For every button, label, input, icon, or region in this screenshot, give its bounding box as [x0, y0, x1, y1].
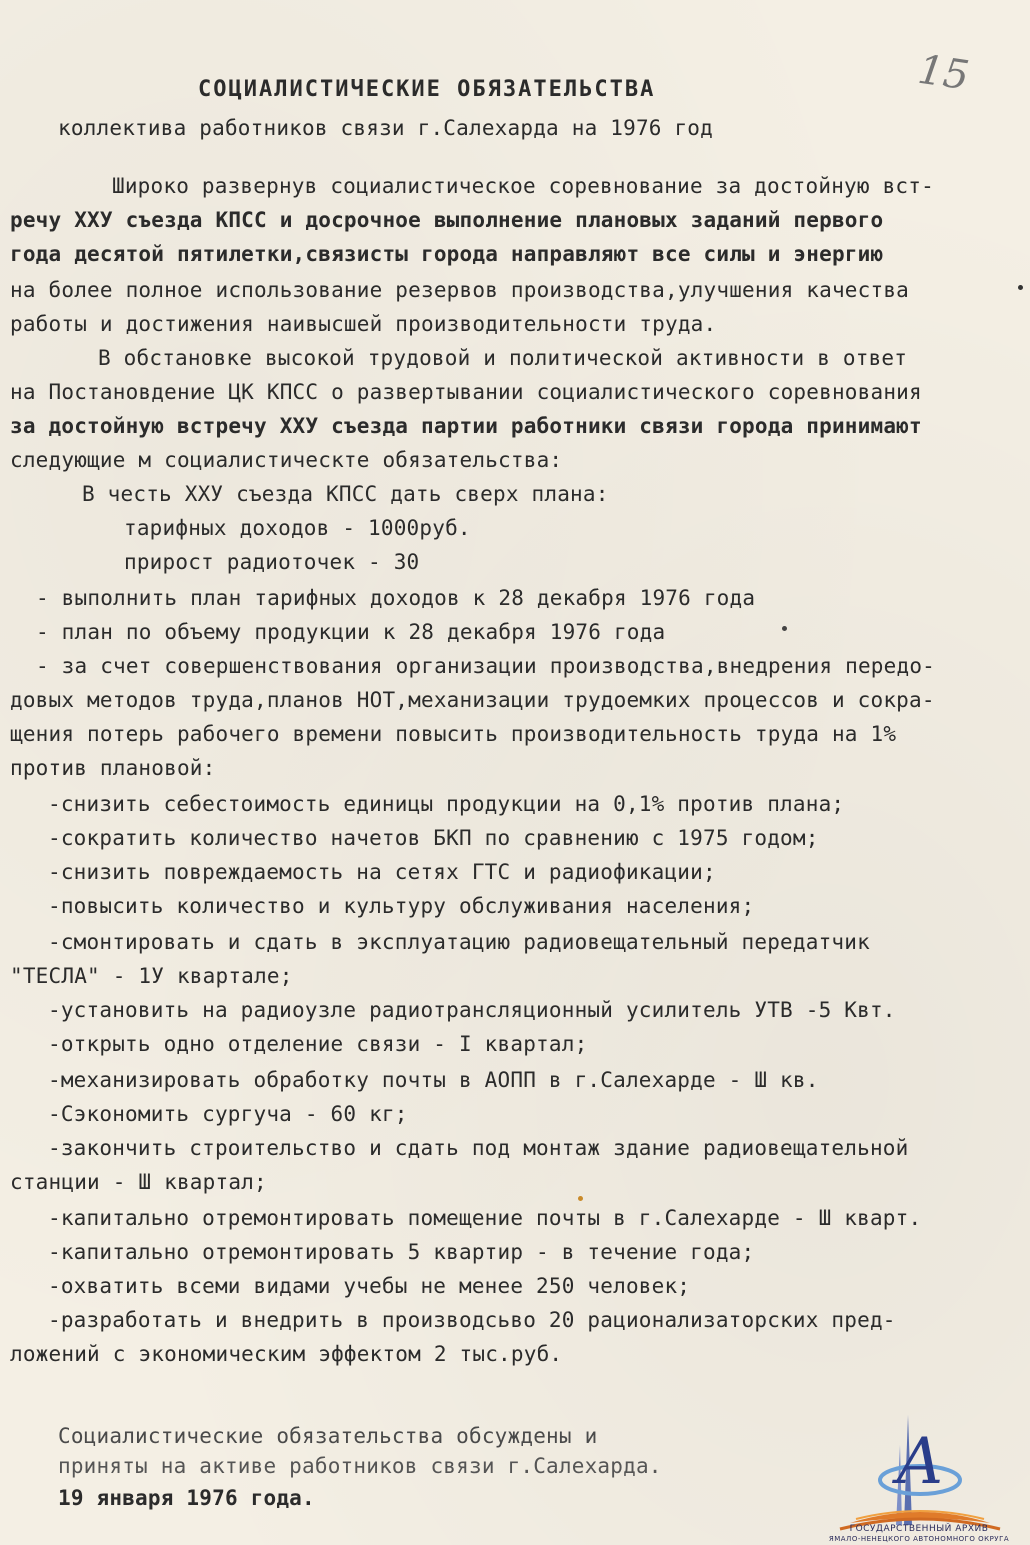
- paragraph-line: речу ХХУ съезда КПСС и досрочное выполнение плановых заданий первого: [10, 208, 884, 232]
- list-item: -повысить количество и культуру обслуживания населения;: [48, 894, 755, 918]
- list-item: -сократить количество начетов БКП по сравнению с 1975 годом;: [48, 826, 819, 850]
- document-subtitle: коллектива работников связи г.Салехарда на 1976 год: [58, 116, 713, 140]
- paragraph-line: года десятой пятилетки,связисты города направляют все силы и энергию: [10, 242, 884, 266]
- paragraph-line: "ТЕСЛА" - 1У квартале;: [10, 964, 293, 988]
- paper-speck: [578, 1196, 583, 1201]
- list-item: - выполнить план тарифных доходов к 28 декабря 1976 года: [36, 586, 756, 610]
- paragraph-line: Широко развернув социалистическое соревнование за достойную вст-: [112, 174, 934, 198]
- list-item: -охватить всеми видами учебы не менее 250 человек;: [48, 1274, 691, 1298]
- document-title: СОЦИАЛИСТИЧЕСКИЕ ОБЯЗАТЕЛЬСТВА: [198, 77, 656, 102]
- paragraph-line: станции - Ш квартал;: [10, 1170, 267, 1194]
- list-item: - план по объему продукции к 28 декабря 1976 года: [36, 620, 666, 644]
- paragraph-line: следующие м социалистическте обязательства:: [10, 448, 563, 472]
- paragraph-line: на более полное использование резервов производства,улучшения качества: [10, 278, 910, 302]
- paragraph-line: В честь ХХУ съезда КПСС дать сверх плана:: [82, 482, 609, 506]
- list-item: -капитально отремонтировать 5 квартир - в течение года;: [48, 1240, 755, 1264]
- paragraph-line: щения потерь рабочего времени повысить производительность труда на 1%: [10, 722, 897, 746]
- paragraph-line: за достойную встречу ХХУ съезда партии работники связи города принимают: [10, 414, 922, 438]
- list-item: -смонтировать и сдать в эксплуатацию радиовещательный передатчик: [48, 930, 870, 954]
- list-item: -закончить строительство и сдать под монтаж здание радиовещательной: [48, 1136, 909, 1160]
- list-item: -установить на радиоузле радиотрансляционный усилитель УТВ -5 Квт.: [48, 998, 896, 1022]
- paragraph-line: против плановой:: [10, 756, 216, 780]
- logo-letter: А: [895, 1425, 945, 1499]
- page-number: 15: [915, 46, 972, 100]
- archive-caption-line: ГОСУДАРСТВЕННЫЙ АРХИВ: [849, 1524, 989, 1534]
- paragraph-line: прирост радиоточек - 30: [124, 550, 420, 574]
- list-item: -разработать и внедрить в производсьво 20 рационализаторских пред-: [48, 1308, 896, 1332]
- list-item: -снизить себестоимость единицы продукции на 0,1% против плана;: [48, 792, 845, 816]
- paper-speck: [1018, 285, 1023, 290]
- paper-speck: [782, 626, 787, 631]
- list-item: -снизить повреждаемость на сетях ГТС и радиофикации;: [48, 860, 716, 884]
- footer-line: Социалистические обязательства обсуждены и: [58, 1424, 598, 1448]
- paragraph-line: ложений с экономическим эффектом 2 тыс.руб.: [10, 1342, 563, 1366]
- paragraph-line: работы и достижения наивысшей производительности труда.: [10, 312, 717, 336]
- archive-caption-line: ЯМАЛО-НЕНЕЦКОГО АВТОНОМНОГО ОКРУГА: [828, 1535, 1010, 1543]
- list-item: -механизировать обработку почты в АОПП в г.Салехарде - Ш кв.: [48, 1068, 819, 1092]
- list-item: - за счет совершенствования организации производства,внедрения передо-: [36, 654, 936, 678]
- paragraph-line: В обстановке высокой трудовой и политической активности в ответ: [98, 346, 908, 370]
- footer-line: приняты на активе работников связи г.Салехарда.: [58, 1454, 662, 1478]
- list-item: -Сэкономить сургуча - 60 кг;: [48, 1102, 408, 1126]
- paragraph-line: на Постановдение ЦК КПСС о развертывании социалистического соревнования: [10, 380, 922, 404]
- list-item: -капитально отремонтировать помещение почты в г.Салехарде - Ш кварт.: [48, 1206, 922, 1230]
- paragraph-line: довых методов труда,планов НОТ,механизации трудоемких процессов и сокра-: [10, 688, 935, 712]
- list-item: -открыть одно отделение связи - I квартал;: [48, 1032, 588, 1056]
- paragraph-line: тарифных доходов - 1000руб.: [124, 516, 471, 540]
- archive-caption: [824, 1524, 1014, 1544]
- footer-date: 19 января 1976 года.: [58, 1486, 315, 1510]
